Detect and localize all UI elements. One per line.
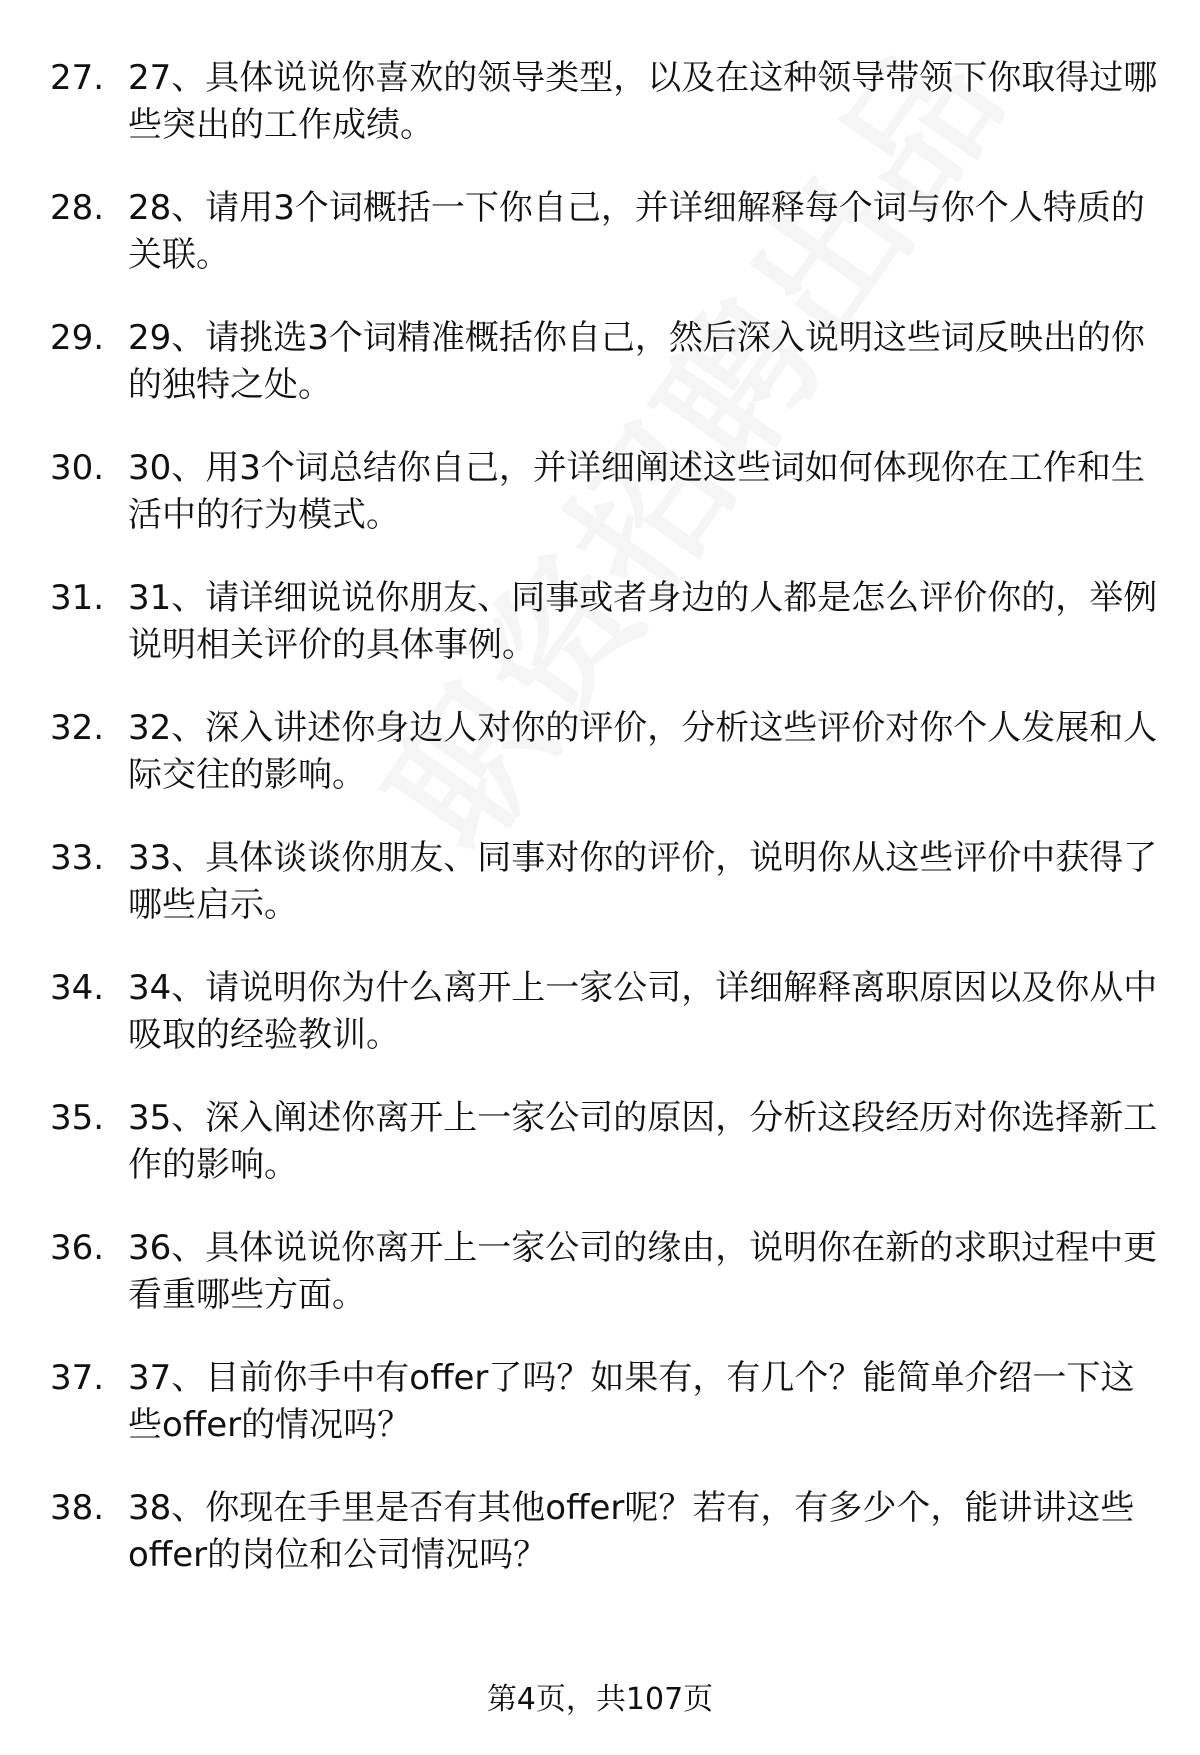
list-item — [50, 705, 1160, 835]
list-item — [50, 1225, 1160, 1355]
list-item — [50, 445, 1160, 575]
question-number: 33. — [50, 838, 105, 878]
list-item — [50, 1485, 1160, 1615]
list-item — [50, 315, 1160, 445]
question-list — [50, 55, 1160, 1615]
list-item — [50, 575, 1160, 705]
list-item — [50, 965, 1160, 1095]
question-number: 32. — [50, 708, 105, 748]
question-number: 27. — [50, 58, 105, 98]
question-number: 35. — [50, 1098, 105, 1138]
question-number: 36. — [50, 1228, 105, 1268]
question-number: 29. — [50, 318, 105, 358]
question-text: 34、请说明你为什么离开上一家公司，详细解释离职原因以及你从中吸取的经验教训。 — [128, 968, 1158, 1055]
question-text: 36、具体说说你离开上一家公司的缘由，说明你在新的求职过程中更看重哪些方面。 — [128, 1228, 1158, 1315]
question-text: 33、具体谈谈你朋友、同事对你的评价，说明你从这些评价中获得了哪些启示。 — [128, 838, 1158, 925]
question-text: 27、具体说说你喜欢的领导类型，以及在这种领导带领下你取得过哪些突出的工作成绩。 — [128, 58, 1158, 145]
question-number: 34. — [50, 968, 105, 1008]
question-text: 31、请详细说说你朋友、同事或者身边的人都是怎么评价你的，举例说明相关评价的具体事例。 — [128, 578, 1158, 665]
question-number: 30. — [50, 448, 105, 488]
question-number: 28. — [50, 188, 105, 228]
list-item — [50, 185, 1160, 315]
question-number: 37. — [50, 1358, 105, 1398]
question-text: 38、你现在手里是否有其他offer呢？若有，有多少个，能讲讲这些offer的岗位和公司情况吗？ — [128, 1488, 1135, 1575]
question-number: 31. — [50, 578, 105, 618]
question-text: 28、请用3个词概括一下你自己，并详细解释每个词与你个人特质的关联。 — [128, 188, 1145, 275]
page-footer: 第4页，共107页 — [486, 1682, 714, 1717]
question-text: 37、目前你手中有offer了吗？如果有，有几个？能简单介绍一下这些offer的情况吗？ — [128, 1358, 1135, 1445]
question-text: 30、用3个词总结你自己，并详细阐述这些词如何体现你在工作和生活中的行为模式。 — [128, 448, 1145, 535]
question-text: 29、请挑选3个词精准概括你自己，然后深入说明这些词反映出的你的独特之处。 — [128, 318, 1145, 405]
list-item — [50, 55, 1160, 185]
list-item — [50, 1095, 1160, 1225]
question-text: 35、深入阐述你离开上一家公司的原因，分析这段经历对你选择新工作的影响。 — [128, 1098, 1158, 1185]
list-item — [50, 1355, 1160, 1485]
list-item — [50, 835, 1160, 965]
question-text: 32、深入讲述你身边人对你的评价，分析这些评价对你个人发展和人际交往的影响。 — [128, 708, 1158, 795]
question-number: 38. — [50, 1488, 105, 1528]
